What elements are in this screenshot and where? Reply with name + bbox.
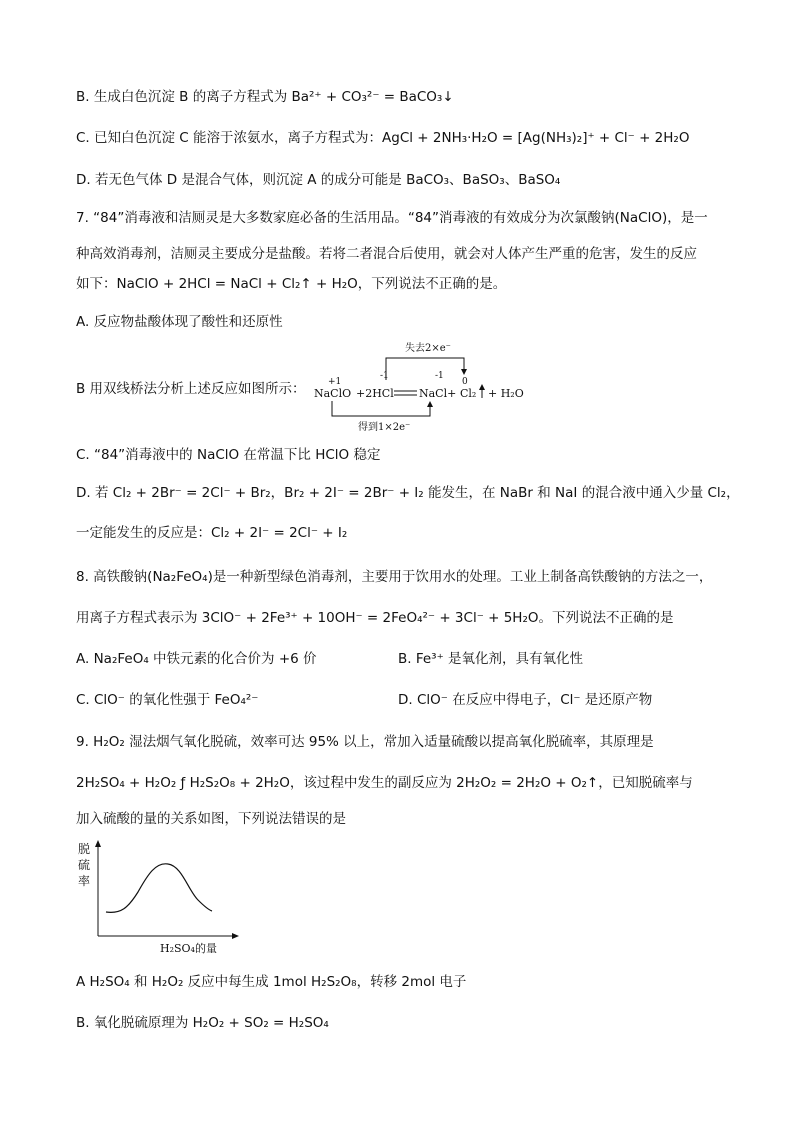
- q7-option-a: A. 反应物盐酸体现了酸性和还原性: [76, 314, 283, 330]
- q9-stem-line2: 2H₂SO₄ + H₂O₂ ƒ H₂S₂O₈ + 2H₂O，该过程中发生的副反应为 2H₂O₂ = 2H₂O + O₂↑，已知脱硫率与: [76, 775, 693, 791]
- bridge-bottom-arrowhead: [427, 401, 433, 407]
- formula-cl2: Cl₂: [460, 387, 477, 400]
- graph-ylabel-2: 硫: [78, 858, 91, 872]
- q9-stem-line1: 9. H₂O₂ 湿法烟气氧化脱硫，效率可达 95% 以上，常加入适量硫酸以提高氧化脱硫率，其原理是: [76, 734, 654, 750]
- q7-option-d-line1: D. 若 Cl₂ + 2Br⁻ = 2Cl⁻ + Br₂，Br₂ + 2I⁻ = 2Br⁻ + I₂ 能发生，在 NaBr 和 NaI 的混合液中通入少量 Cl₂，: [76, 485, 740, 501]
- q6-option-c: C. 已知白色沉淀 C 能溶于浓氨水，离子方程式为：AgCl + 2NH₃·H₂O = [Ag(NH₃)₂]⁺ + Cl⁻ + 2H₂O: [76, 130, 690, 146]
- ox-state-nacl: -1: [435, 371, 444, 381]
- desulfurization-graph: [76, 838, 246, 958]
- q7-option-d-line2: 一定能发生的反应是：Cl₂ + 2I⁻ = 2Cl⁻ + I₂: [76, 525, 348, 541]
- formula-2hcl: +2HCl: [356, 387, 394, 400]
- bridge-top-arrowhead: [461, 369, 467, 375]
- formula-naclo: NaClO: [314, 387, 352, 400]
- q6-option-d: D. 若无色气体 D 是混合气体，则沉淀 A 的成分可能是 BaCO₃、BaSO₃、BaSO₄: [76, 172, 561, 188]
- formula-h2o: + H₂O: [488, 387, 524, 400]
- q7-stem-line2: 种高效消毒剂，洁厕灵主要成分是盐酸。若将二者混合后使用，就会对人体产生严重的危害，发生的反应: [76, 246, 697, 262]
- bridge-gain-label: 得到1×2e⁻: [358, 422, 411, 433]
- q6-option-b: B. 生成白色沉淀 B 的离子方程式为 Ba²⁺ + CO₃²⁻ = BaCO₃↓: [76, 89, 454, 105]
- q8-option-b: B. Fe³⁺ 是氧化剂，具有氧化性: [398, 651, 584, 667]
- formula-nacl: NaCl+: [419, 387, 457, 400]
- graph-xlabel: H₂SO₄的量: [160, 942, 217, 955]
- graph-y-axis-arrowhead: [95, 840, 101, 847]
- bridge-top-arrow: [386, 358, 464, 380]
- q8-option-c: C. ClO⁻ 的氧化性强于 FeO₄²⁻: [76, 692, 259, 708]
- graph-ylabel-3: 率: [78, 874, 91, 888]
- bridge-bottom-arrow: [332, 401, 430, 416]
- q9-stem-line3: 加入硫酸的量的关系如图，下列说法错误的是: [76, 811, 346, 827]
- q8-stem-line2: 用离子方程式表示为 3ClO⁻ + 2Fe³⁺ + 10OH⁻ = 2FeO₄²⁻ + 3Cl⁻ + 5H₂O。下列说法不正确的是: [76, 610, 674, 626]
- bridge-lose-label: 失去2×e⁻: [405, 343, 451, 354]
- graph-x-axis-arrowhead: [232, 933, 239, 939]
- q9-option-a: A H₂SO₄ 和 H₂O₂ 反应中每生成 1mol H₂S₂O₈，转移 2mol 电子: [76, 974, 467, 990]
- q7-stem-line1: 7. “84”消毒液和洁厕灵是大多数家庭必备的生活用品。“84”消毒液的有效成分为次氯酸钠(NaClO)，是一: [76, 210, 708, 226]
- ox-state-hcl: -1: [380, 371, 389, 381]
- gas-arrow-head: [479, 384, 485, 390]
- q8-option-d: D. ClO⁻ 在反应中得电子，Cl⁻ 是还原产物: [398, 692, 653, 708]
- q9-option-b: B. 氧化脱硫原理为 H₂O₂ + SO₂ = H₂SO₄: [76, 1015, 329, 1031]
- ox-state-cl2: 0: [462, 377, 468, 387]
- q7-stem-line3: 如下：NaClO + 2HCl = NaCl + Cl₂↑ + H₂O，下列说法不正确的是。: [76, 276, 507, 292]
- graph-ylabel-1: 脱: [78, 842, 91, 856]
- q7-option-b: B 用双线桥法分析上述反应如图所示：: [76, 381, 306, 397]
- q8-stem-line1: 8. 高铁酸钠(Na₂FeO₄)是一种新型绿色消毒剂，主要用于饮用水的处理。工业上制备高铁酸钠的方法之一，: [76, 569, 713, 585]
- double-bridge-diagram: [310, 338, 540, 438]
- ox-state-na-clo: +1: [328, 377, 342, 387]
- q8-option-a: A. Na₂FeO₄ 中铁元素的化合价为 +6 价: [76, 651, 317, 667]
- q7-option-c: C. “84”消毒液中的 NaClO 在常温下比 HClO 稳定: [76, 447, 381, 463]
- graph-curve: [106, 864, 212, 913]
